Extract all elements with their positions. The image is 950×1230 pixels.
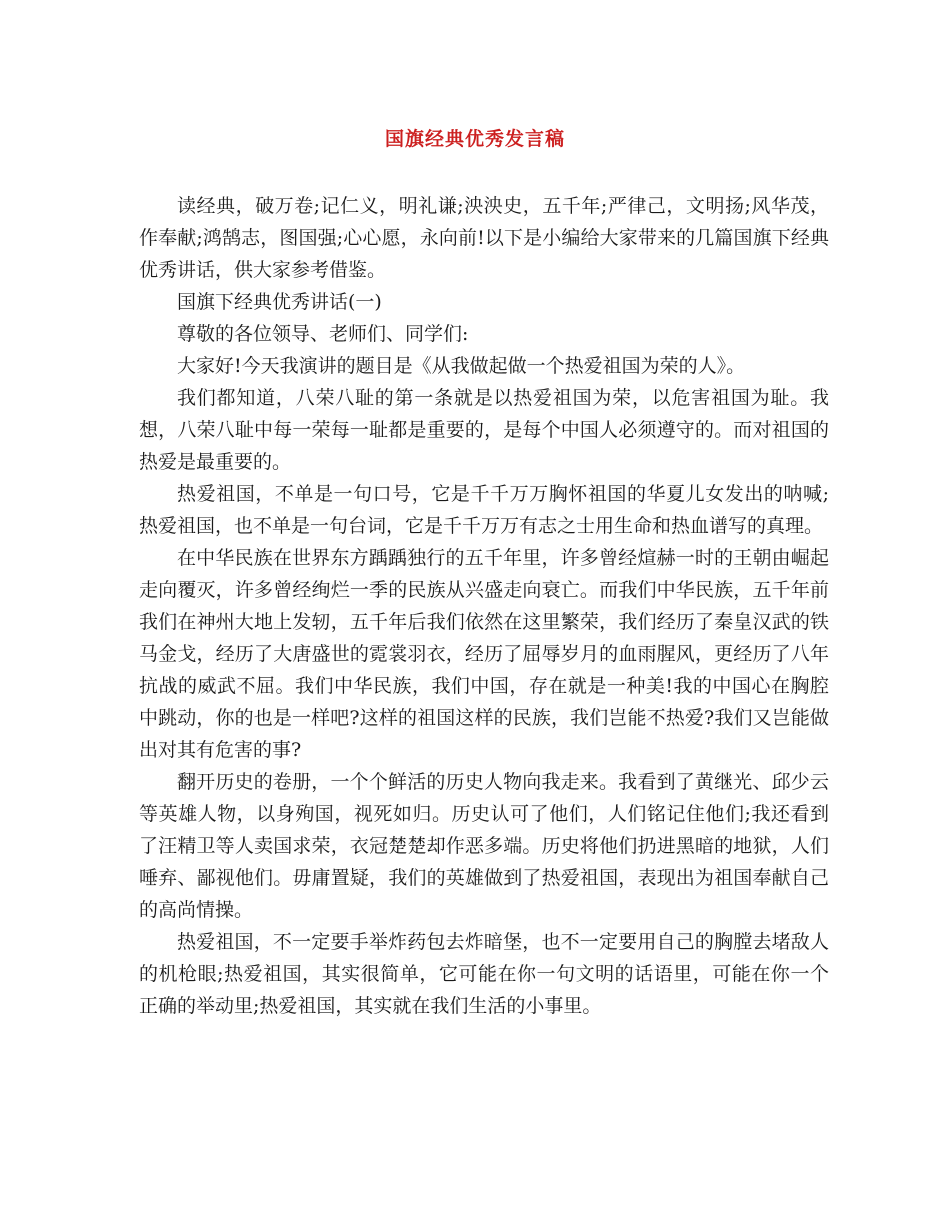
document-title: 国旗经典优秀发言稿 — [384, 128, 565, 150]
document-body — [139, 190, 829, 1022]
paragraph-speech-heading: 国旗下经典优秀讲话(一) — [177, 291, 382, 313]
paragraph-body: 翻开历史的卷册，一个个鲜活的历史人物向我走来。我看到了黄继光、邱少云等英雄人物，以身殉国，视死如归。历史认可了他们，人们铭记住他们;我还看到了汪精卫等人卖国求荣，衣冠楚楚却作恶多端。历史将他们扔进黑暗的地狱，人们唾弃、鄙视他们。毋庸置疑，我们的英雄做到了热爱祖国，表现出为祖国奉献自己的高尚情操。 — [139, 771, 829, 921]
paragraph-greeting: 大家好!今天我演讲的题目是《从我做起做一个热爱祖国为荣的人》。 — [177, 355, 746, 377]
paragraph-body: 我们都知道，八荣八耻的第一条就是以热爱祖国为荣，以危害祖国为耻。我想，八荣八耻中每一荣每一耻都是重要的，是每个中国人必须遵守的。而对祖国的热爱是最重要的。 — [139, 387, 829, 473]
paragraph-body: 热爱祖国，不一定要手举炸药包去炸暗堡，也不一定要用自己的胸膛去堵敌人的机枪眼;热爱祖国，其实很简单，它可能在你一句文明的话语里，可能在你一个正确的举动里;热爱祖国，其实就在我们生活的小事里。 — [139, 931, 829, 1017]
paragraph-body: 在中华民族在世界东方踽踽独行的五千年里，许多曾经煊赫一时的王朝由崛起走向覆灭，许多曾经绚烂一季的民族从兴盛走向衰亡。而我们中华民族，五千年前我们在神州大地上发轫，五千年后我们依然在这里繁荣，我们经历了秦皇汉武的铁马金戈，经历了大唐盛世的霓裳羽衣，经历了屈辱岁月的血雨腥风，更经历了八年抗战的威武不屈。我们中华民族，我们中国，存在就是一种美!我的中国心在胸腔中跳动，你的也是一样吧?这样的祖国这样的民族，我们岂能不热爱?我们又岂能做出对其有危害的事? — [139, 547, 829, 761]
paragraph-intro: 读经典，破万卷;记仁义，明礼谦;泱泱史，五千年;严律己，文明扬;风华茂，作奉献;鸿鹄志，图国强;心心愿，永向前!以下是小编给大家带来的几篇国旗下经典优秀讲话，供大家参考借鉴。 — [139, 195, 829, 281]
paragraph-body: 热爱祖国，不单是一句口号，它是千千万万胸怀祖国的华夏儿女发出的呐喊;热爱祖国，也不单是一句台词，它是千千万万有志之士用生命和热血谱写的真理。 — [139, 483, 829, 537]
paragraph-salutation: 尊敬的各位领导、老师们、同学们: — [177, 323, 469, 345]
